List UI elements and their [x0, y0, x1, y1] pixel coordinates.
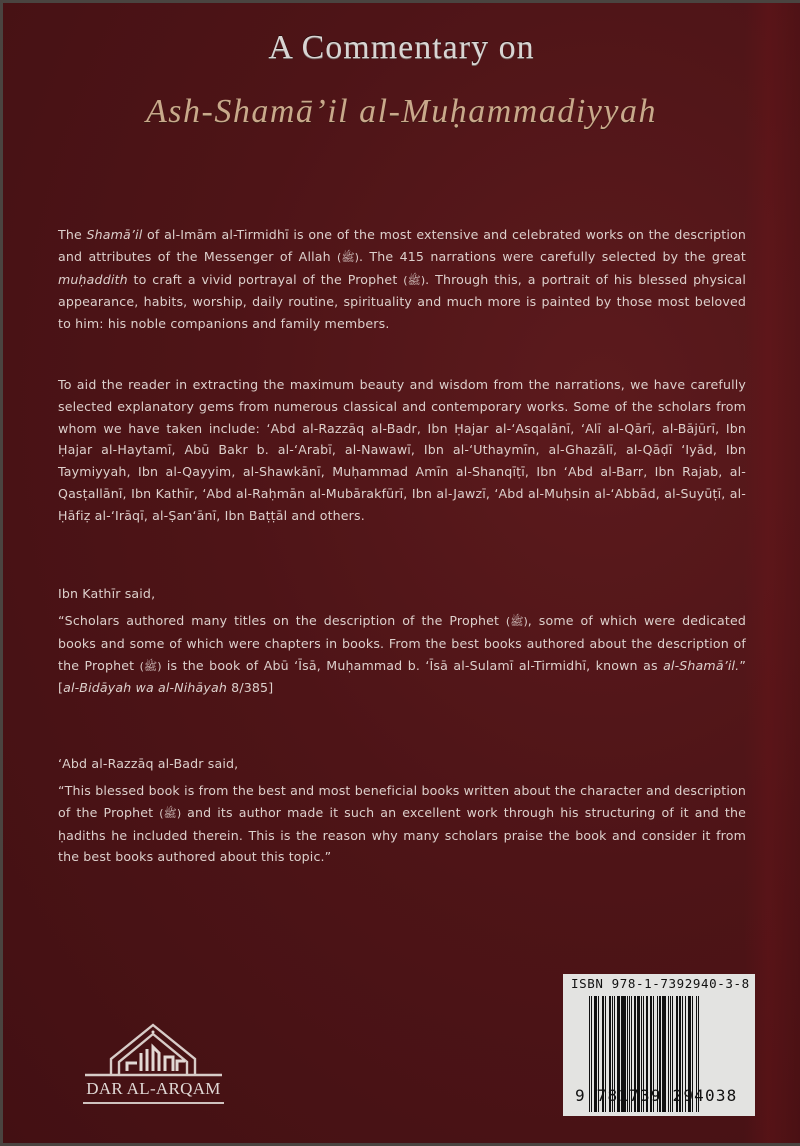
isbn-label: ISBN 978-1-7392940-3-8 — [571, 976, 750, 991]
salawat-glyph: (ﷺ) — [139, 659, 162, 673]
quote-ibn-kathir: “Scholars authored many titles on the description of the Prophet (ﷺ), some of which were dedicated books and some of which were chapters in books. From the best books authored about the description of the Prophet (ﷺ) is the book of Abū ‘Īsā, Muḥammad b. ‘Īsā al-Sulamī al-Tirmidhī, known as al-Shamā’il.” [al-Bidāyah wa al-Nihāyah 8/385] — [58, 613, 746, 696]
quote-al-badr: “This blessed book is from the best and most beneficial books written about the character and description of the Prophet (ﷺ) and its author made it such an excellent work through his structuring of it and the ḥadiths he included therein. This is the reason why many scholars praise the book and consider it from the best books authored about this topic.” — [58, 783, 746, 865]
title-line-2: Ash-Shamā’il al-Muḥammadiyyah — [146, 93, 657, 130]
salawat-glyph: (ﷺ) — [159, 806, 182, 820]
publisher-logo — [81, 1023, 226, 1108]
ean-digits: 9 781739 294038 — [575, 1086, 738, 1105]
house-calligraphy-icon — [81, 1023, 226, 1081]
isbn-barcode — [563, 974, 755, 1116]
title-line-1: A Commentary on — [268, 29, 535, 66]
blurb-paragraph-1: The Shamā’il of al-Imām al-Tirmidhī is one of the most extensive and celebrated works on the description and attributes of the Messenger of Allah (ﷺ). The 415 narrations were carefully selected by the great muḥaddith to craft a vivid portrayal of the Prophet (ﷺ). Through this, a portrait of his blessed physical appearance, habits, worship, daily routine, spirituality and much more is painted by those most beloved to him: his noble companions and family members. — [58, 227, 746, 332]
salawat-glyph: (ﷺ) — [505, 615, 528, 628]
quote-attribution-ibn-kathir: Ibn Kathīr said, — [58, 586, 156, 601]
quote-attribution-al-badr: ‘Abd al-Razzāq al-Badr said, — [58, 756, 239, 771]
salawat-glyph: (ﷺ) — [337, 250, 359, 264]
publisher-underline — [83, 1102, 224, 1104]
blurb-paragraph-2: To aid the reader in extracting the maximum beauty and wisdom from the narrations, we have carefully selected explanatory gems from numerous classical and contemporary works. Some of the scholars from whom we have taken include: ‘Abd al-Razzāq al-Badr, Ibn Ḥajar al-‘Asqalānī, ‘Alī al-Qārī, al-Bājūrī, Ibn Ḥajar al-Haytamī, Abū Bakr b. al-‘Arabī, al-Nawawī, Ibn al-‘Uthaymīn, al-Ghazālī, al-Qāḍī ‘Iyād, Ibn Taymiyyah, Ibn al-Qayyim, al-Shawkānī, Muḥammad Amīn al-Shanqīṭī, Ibn ‘Abd al-Barr, Ibn Rajab, al-Qasṭallānī, Ibn Kathīr, ‘Abd al-Raḥmān al-Mubārakfūrī, Ibn al-Jawzī, ‘Abd al-Muḥsin al-‘Abbād, al-Suyūṭī, al-Ḥāfiẓ al-‘Irāqī, al-Ṣan‘ānī, Ibn Baṭṭāl and others. — [58, 377, 746, 523]
publisher-name: DAR AL-ARQAM — [86, 1079, 221, 1098]
salawat-glyph: (ﷺ) — [403, 273, 426, 287]
book-back-cover — [3, 3, 800, 1143]
